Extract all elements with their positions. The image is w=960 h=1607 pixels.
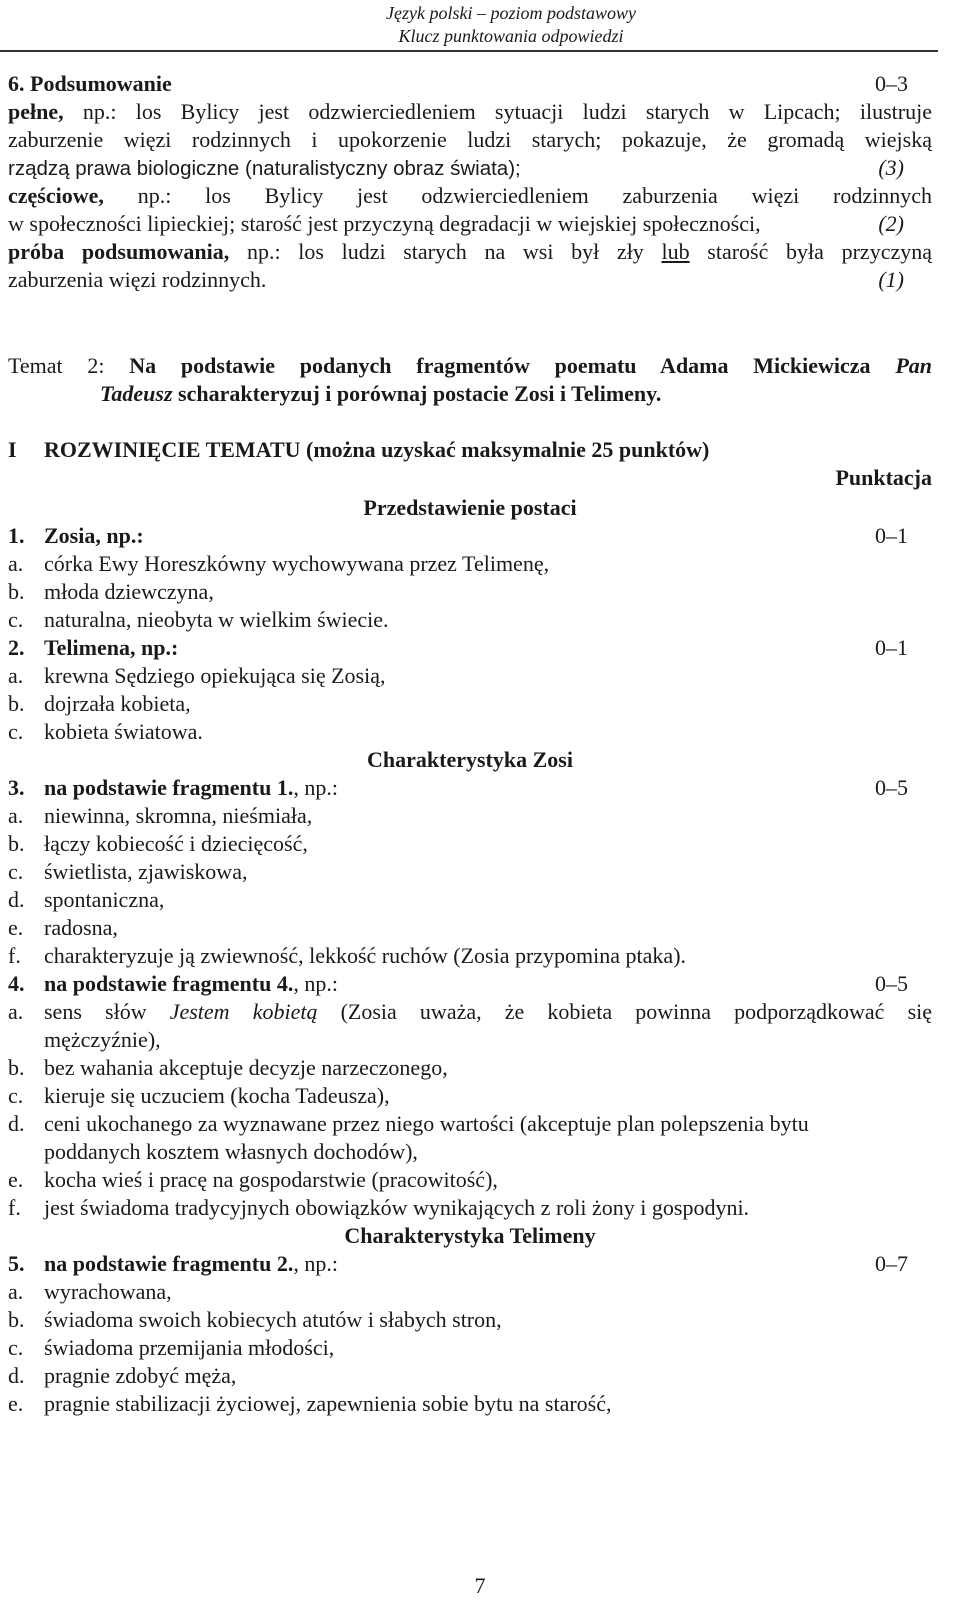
list-item: a. wyrachowana, [8,1279,172,1304]
q2-num: 2. [8,635,25,660]
attempt-line1-b: starość była przyczyną [689,239,932,264]
list-item: b. młoda dziewczyna, [8,579,214,604]
header-subject: Język polski – poziom podstawowy [386,3,636,23]
list-item: b. bez wahania akceptuje decyzje narzeczonego, [8,1055,448,1080]
attempt-points: (1) [878,267,904,292]
full-np: np.: [82,99,117,124]
q5-header [8,1250,932,1278]
list-item: a. sens słów Jestem kobietą (Zosia uważa, że kobieta powinna podporządkować się [8,999,933,1024]
section-title: ROZWINIĘCIE TEMATU (można uzyskać maksymalnie 25 punktów) [44,437,710,462]
full-line3: rządzą prawa biologiczne (naturalistyczny obraz świata); [8,157,521,180]
page-number: 7 [474,1573,486,1598]
list-item: c. kobieta światowa. [8,719,203,744]
q4-range: 0–5 [875,971,908,996]
list-item: c. świetlista, zjawiskowa, [8,859,248,884]
q5-range: 0–7 [875,1251,908,1276]
list-item-continuation: mężczyźnie), [44,1027,161,1052]
q4-label: na podstawie fragmentu 4. [44,971,294,996]
topic-title-a: Pan [895,353,932,378]
header-subtitle: Klucz punktowania odpowiedzi [398,26,624,46]
q1-num: 1. [8,523,25,548]
partial-line1: : los Bylicy jest odzwierciedleniem zaburzenia więzi rodzinnych [165,183,932,208]
q1-label: Zosia, np.: [44,523,144,548]
q1-header [8,522,932,550]
q4-np: , np.: [293,971,338,996]
summary-section [8,70,932,294]
list-item: f. charakteryzuje ją zwiewność, lekkość ruchów (Zosia przypomina ptaka). [8,943,687,968]
attempt-label: próba podsumowania, [8,239,230,264]
q3-np: , np.: [293,775,338,800]
list-item: b. świadoma swoich kobiecych atutów i słabych stron, [8,1307,502,1332]
q2-label: Telimena, np.: [44,635,179,660]
partial-np: np. [137,183,166,208]
q2-header [8,634,932,662]
list-item-continuation: poddanych kosztem własnych dochodów), [44,1139,418,1164]
list-item: a. krewna Sędziego opiekująca się Zosią, [8,663,386,688]
subhead-postaci: Przedstawienie postaci [363,495,577,520]
q4-num: 4. [8,971,25,996]
topic-text-b: scharakteryzuj i porównaj postacie Zosi i Telimeny. [172,381,662,406]
topic-title-b: Tadeusz [100,381,173,406]
full-line1: los Bylicy jest odzwierciedleniem sytuacji ludzi starych w Lipcach; ilustruje [116,99,933,124]
topic-block [8,352,932,408]
q3-label: na podstawie fragmentu 1. [44,775,294,800]
list-item: a. niewinna, skromna, nieśmiała, [8,803,313,828]
list-item: b. dojrzała kobieta, [8,691,191,716]
q5-np: , np.: [293,1251,338,1276]
list-item: c. kieruje się uczuciem (kocha Tadeusza), [8,1083,390,1108]
subhead-zosia: Charakterystyka Zosi [367,747,573,772]
section-roman: I [8,437,17,462]
full-points: (3) [878,155,904,180]
list-item: a. córka Ewy Horeszkówny wychowywana przez Telimenę, [8,551,550,576]
list-item: c. naturalna, nieobyta w wielkim świecie. [8,607,389,632]
q3-num: 3. [8,775,25,800]
partial-line2: w społeczności lipieckiej; starość jest przyczyną degradacji w wiejskiej społeczności, [8,211,761,236]
list-item: e. pragnie stabilizacji życiowej, zapewnienia sobie bytu na starość, [8,1391,612,1416]
full-label: pełne, [8,99,64,124]
list-item: d. pragnie zdobyć męża, [8,1363,237,1388]
attempt-lub: lub [661,239,690,264]
q4-header [8,970,932,998]
q3-range: 0–5 [875,775,908,800]
attempt-line2: zaburzenia więzi rodzinnych. [8,267,267,292]
list-item: d. ceni ukochanego za wyznawane przez niego wartości (akceptuje plan polepszenia bytu [8,1111,809,1136]
subhead-telimena: Charakterystyka Telimeny [344,1223,596,1248]
list-item: e. radosna, [8,915,118,940]
summary-title: 6. Podsumowanie [8,71,172,96]
partial-label: częściowe, [8,183,104,208]
q5-num: 5. [8,1251,25,1276]
list-item: b. łączy kobiecość i dziecięcość, [8,831,308,856]
partial-points: (2) [878,211,904,236]
full-line2: zaburzenie więzi rodzinnych i upokorzenie ludzi starych; pokazuje, że gromadą wiejską [8,127,932,152]
topic-prefix: Temat 2: [8,353,130,378]
q3-header [8,774,932,802]
attempt-line1-a: : los ludzi starych na wsi był zły [274,239,662,264]
header-rule [0,50,938,52]
list-item: e. kocha wieś i pracę na gospodarstwie (pracowitość), [8,1167,498,1192]
topic-text-a: Na podstawie podanych fragmentów poematu Adama Mickiewicza [129,353,896,378]
page-header [386,2,636,48]
q1-range: 0–1 [875,523,908,548]
summary-range: 0–3 [875,71,908,96]
list-item: c. świadoma przemijania młodości, [8,1335,335,1360]
q2-range: 0–1 [875,635,908,660]
list-item: f. jest świadoma tradycyjnych obowiązków wynikających z roli żony i gospodyni. [8,1195,750,1220]
list-item: d. spontaniczna, [8,887,165,912]
q5-label: na podstawie fragmentu 2. [44,1251,294,1276]
scoring-header: Punktacja [835,465,932,490]
section-i [8,436,932,1418]
attempt-np: np. [246,239,275,264]
